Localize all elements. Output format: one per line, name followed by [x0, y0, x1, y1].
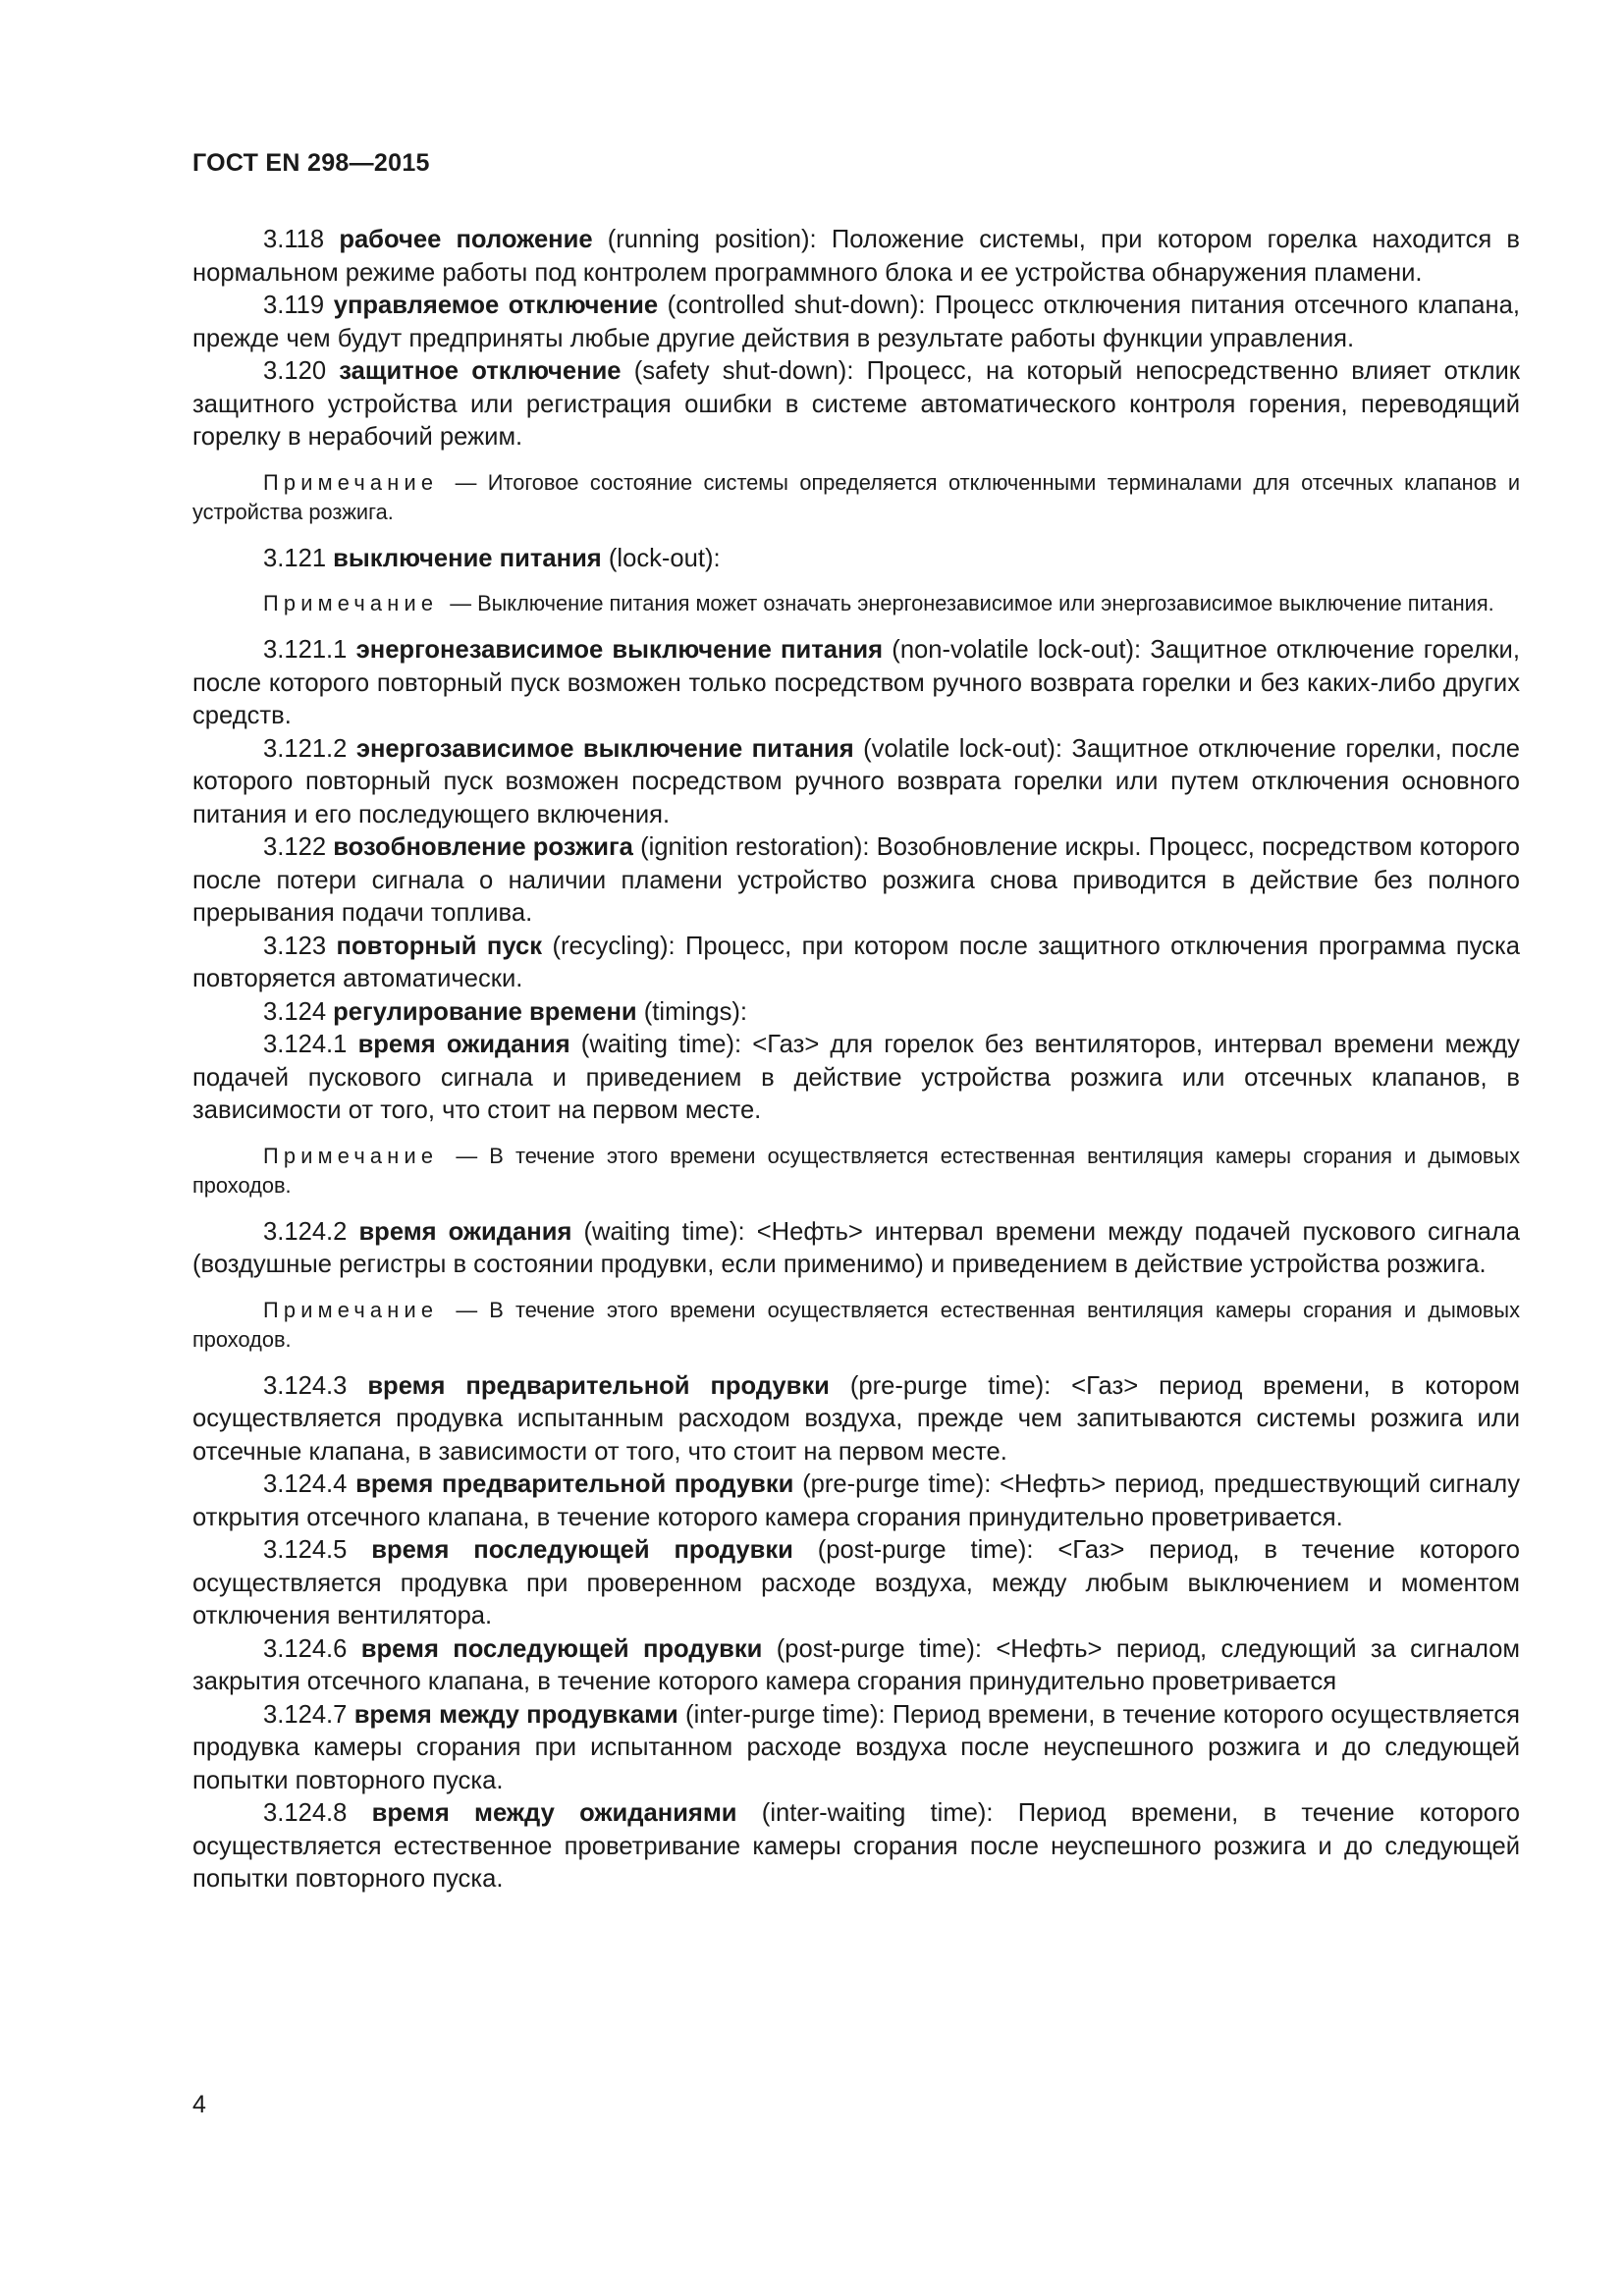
- definition-paragraph: [192, 1699, 1520, 1798]
- definition-paragraph: [192, 733, 1520, 832]
- clause-number: 3.124.1: [263, 1031, 348, 1058]
- defined-term: защитное отключение: [339, 357, 622, 385]
- defined-term: время последующей продувки: [360, 1634, 763, 1663]
- clause-number: 3.123: [263, 932, 327, 960]
- defined-term: рабочее положение: [339, 226, 593, 253]
- defined-term: выключение питания: [333, 544, 602, 572]
- note-text: — Выключение питания может означать энергонезависимое или энергозависимое выключение питания.: [450, 591, 1494, 615]
- definition-text: (volatile lock-out): Защитное отключение горелки, после которого повторный пуск возможен посредством ручного возврата горелки или путем отключения основного питания и его последующего включения.: [192, 734, 1520, 828]
- definition-text: (safety shut-down): Процесс, на который непосредственно влияет отклик защитного устройства или регистрация ошибки в системе автоматического контроля горения, переводящий горелку в нерабочий режим.: [192, 357, 1520, 451]
- definition-text: (ignition restoration): Возобновление искры. Процесс, посредством которого после потери сигнала о наличии пламени устройство розжига снова приводится в действие без полного прерывания подачи топлива.: [192, 833, 1520, 927]
- clause-number: 3.121.1: [263, 636, 348, 664]
- defined-term: время предварительной продувки: [355, 1470, 794, 1498]
- definition-paragraph: [192, 355, 1520, 454]
- document-body: [192, 224, 1520, 1896]
- definition-text: (recycling): Процесс, при котором после защитного отключения программа пуска повторяется автоматически.: [192, 932, 1520, 992]
- defined-term: управляемое отключение: [333, 292, 659, 319]
- definition-text: (pre-purge time): <Газ> период времени, в котором осуществляется продувка испытанным расходом воздуха, прежде чем запитываются системы розжига или отсечные клапана, в зависимости от того, что стоит на первом месте.: [192, 1371, 1520, 1466]
- defined-term: время предварительной продувки: [367, 1371, 830, 1400]
- note-text: — Итоговое состояние системы определяется отключенными терминалами для отсечных клапанов и устройства розжига.: [192, 469, 1520, 524]
- defined-term: возобновление розжига: [333, 833, 633, 861]
- definition-paragraph: [192, 543, 1520, 576]
- definition-paragraph: [192, 931, 1520, 996]
- definition-text: (controlled shut-down): Процесс отключения питания отсечного клапана, прежде чем будут предприняты любые другие действия в результате работы функции управления.: [192, 292, 1520, 352]
- note-label: Примечание: [263, 591, 439, 615]
- note-text: — В течение этого времени осуществляется естественная вентиляция камеры сгорания и дымовых проходов.: [192, 1143, 1520, 1198]
- definition-paragraph: [192, 1797, 1520, 1896]
- definition-text: (lock-out):: [608, 544, 721, 572]
- note-paragraph: [192, 589, 1520, 618]
- defined-term: повторный пуск: [336, 932, 543, 960]
- defined-term: время между продувками: [353, 1700, 678, 1729]
- definition-paragraph: [192, 1468, 1520, 1534]
- note-paragraph: [192, 1296, 1520, 1355]
- clause-number: 3.124.5: [263, 1536, 348, 1564]
- clause-number: 3.124.7: [263, 1700, 348, 1729]
- definition-text: (inter-waiting time): Период времени, в течение которого осуществляется естественное проветривание камеры сгорания после неуспешного розжига и до следующей попытки повторного пуска.: [192, 1799, 1520, 1893]
- definition-text: (pre-purge time): <Нефть> период, предшествующий сигналу открытия отсечного клапана, в течение которого камера сгорания принудительно проветривается.: [192, 1470, 1520, 1531]
- definition-text: (post-purge time): <Нефть> период, следующий за сигналом закрытия отсечного клапана, в течение которого камера сгорания принудительно проветривается: [192, 1634, 1520, 1695]
- note-label: Примечание: [263, 1297, 439, 1322]
- page-number: 4: [192, 2091, 206, 2118]
- definition-text: (non-volatile lock-out): Защитное отключение горелки, после которого повторный пуск возможен только посредством ручного возврата горелки и без каких-либо других средств.: [192, 636, 1520, 729]
- defined-term: энергозависимое выключение питания: [355, 734, 854, 763]
- definition-text: (timings):: [643, 997, 748, 1026]
- note-label: Примечание: [263, 1143, 439, 1168]
- definition-paragraph: [192, 1370, 1520, 1469]
- clause-number: 3.124.3: [263, 1371, 348, 1400]
- clause-number: 3.119: [263, 292, 325, 319]
- definition-paragraph: [192, 290, 1520, 355]
- defined-term: энергонезависимое выключение питания: [355, 636, 884, 664]
- note-paragraph: [192, 1142, 1520, 1201]
- note-text: — В течение этого времени осуществляется естественная вентиляция камеры сгорания и дымовых проходов.: [192, 1297, 1520, 1352]
- definition-paragraph: [192, 1534, 1520, 1633]
- definition-text: (post-purge time): <Газ> период, в течение которого осуществляется продувка при проверенном расходе воздуха, между любым выключением и моментом отключения вентилятора.: [192, 1536, 1520, 1629]
- defined-term: время ожидания: [358, 1217, 572, 1246]
- clause-number: 3.122: [263, 833, 327, 861]
- document-header: ГОСТ EN 298—2015: [192, 149, 430, 177]
- clause-number: 3.121.2: [263, 734, 348, 763]
- defined-term: время ожидания: [357, 1031, 570, 1058]
- defined-term: время между ожиданиями: [371, 1799, 737, 1827]
- note-paragraph: [192, 468, 1520, 527]
- clause-number: 3.118: [263, 226, 325, 253]
- clause-number: 3.124: [263, 997, 327, 1026]
- clause-number: 3.124.6: [263, 1634, 348, 1663]
- defined-term: регулирование времени: [333, 997, 637, 1026]
- definition-paragraph: [192, 831, 1520, 931]
- definition-paragraph: [192, 224, 1520, 290]
- defined-term: время последующей продувки: [371, 1536, 793, 1564]
- clause-number: 3.124.8: [263, 1799, 348, 1827]
- clause-number: 3.121: [263, 544, 327, 572]
- definition-text: (waiting time): <Нефть> интервал времени между подачей пускового сигнала (воздушные регистры в состоянии продувки, если применимо) и приведением в действие устройства розжига.: [192, 1217, 1520, 1278]
- definition-paragraph: [192, 996, 1520, 1030]
- clause-number: 3.124.4: [263, 1470, 348, 1498]
- definition-paragraph: [192, 1633, 1520, 1699]
- note-label: Примечание: [263, 469, 439, 495]
- definition-paragraph: [192, 1029, 1520, 1128]
- clause-number: 3.124.2: [263, 1217, 348, 1246]
- definition-paragraph: [192, 1216, 1520, 1282]
- definition-text: (running position): Положение системы, при котором горелка находится в нормальном режиме работы под контролем программного блока и ее устройства обнаружения пламени.: [192, 226, 1520, 287]
- clause-number: 3.120: [263, 357, 327, 385]
- definition-text: (waiting time): <Газ> для горелок без вентиляторов, интервал времени между подачей пускового сигнала и приведением в действие устройства розжига или отсечных клапанов, в зависимости от того, что стоит на первом месте.: [192, 1031, 1520, 1124]
- definition-text: (inter-purge time): Период времени, в течение которого осуществляется продувка камеры сгорания при испытанном расходе воздуха после неуспешного розжига и до следующей попытки повторного пуска.: [192, 1700, 1520, 1794]
- definition-paragraph: [192, 634, 1520, 733]
